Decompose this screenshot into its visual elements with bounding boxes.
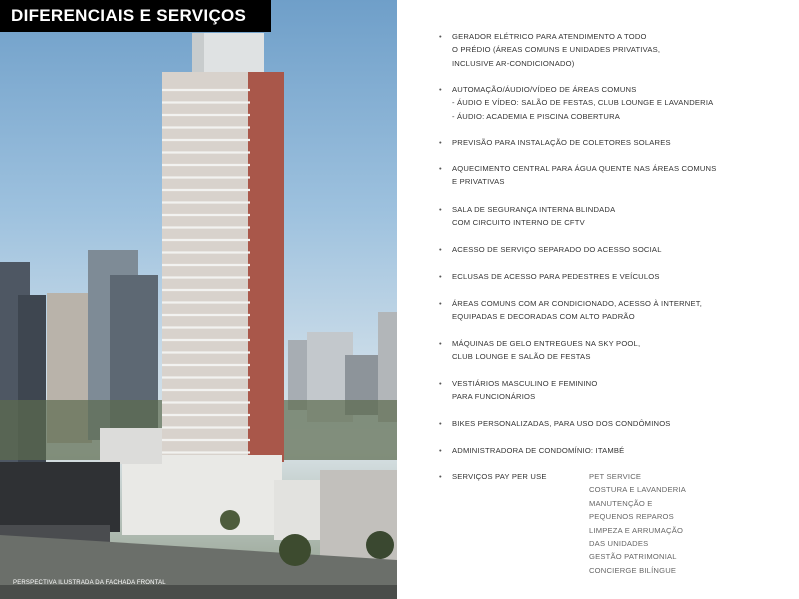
- service-item: GESTÃO PATRIMONIAL: [589, 552, 677, 562]
- feature-line: COM CIRCUITO INTERNO DE CFTV: [452, 218, 585, 228]
- service-item: CONCIERGE BILÍNGUE: [589, 565, 677, 575]
- building-rendering: [0, 0, 397, 599]
- feature-item: [439, 297, 703, 324]
- feature-line: ADMINISTRADORA DE CONDOMÍNIO: ITAMBÉ: [452, 446, 625, 455]
- bullet-icon: •: [439, 205, 442, 214]
- feature-line: SALA DE SEGURANÇA INTERNA BLINDADA: [452, 205, 616, 214]
- feature-item: [439, 417, 671, 430]
- feature-line: O PRÉDIO (ÁREAS COMUNS E UNIDADES PRIVATIVAS,: [452, 45, 661, 55]
- feature-line: ÁREAS COMUNS COM AR CONDICIONADO, ACESSO À INTERNET,: [452, 299, 703, 308]
- feature-item: [439, 444, 625, 457]
- service-item: PET SERVICE: [589, 472, 642, 481]
- feature-item: [439, 83, 714, 123]
- service-item: DAS UNIDADES: [589, 539, 649, 549]
- feature-item: [439, 30, 661, 70]
- bullet-icon: •: [439, 299, 442, 308]
- feature-line: PREVISÃO PARA INSTALAÇÃO DE COLETORES SOLARES: [452, 138, 671, 147]
- service-item: PEQUENOS REPAROS: [589, 512, 674, 522]
- feature-line: - ÁUDIO: ACADEMIA E PISCINA COBERTURA: [452, 111, 621, 121]
- page-title: DIFERENCIAIS E SERVIÇOS: [11, 6, 247, 25]
- feature-line: CLUB LOUNGE E SALÃO DE FESTAS: [452, 352, 591, 362]
- feature-line: PARA FUNCIONÁRIOS: [452, 392, 536, 402]
- image-caption: PERSPECTIVA ILUSTRADA DA FACHADA FRONTAL: [13, 580, 166, 586]
- feature-item: [439, 243, 662, 256]
- feature-line: E PRIVATIVAS: [452, 177, 505, 187]
- title-bar: [0, 0, 271, 32]
- feature-line: SERVIÇOS PAY PER USE: [452, 472, 547, 481]
- bullet-icon: •: [439, 379, 442, 388]
- bullet-icon: •: [439, 245, 442, 254]
- feature-line: MÁQUINAS DE GELO ENTREGUES NA SKY POOL,: [452, 339, 641, 348]
- feature-item: [439, 270, 660, 283]
- feature-item: [439, 377, 598, 404]
- service-item: COSTURA E LAVANDERIA: [589, 485, 686, 495]
- service-item: MANUTENÇÃO E: [589, 498, 653, 508]
- feature-line: BIKES PERSONALIZADAS, PARA USO DOS CONDÔMINOS: [452, 419, 671, 428]
- bullet-icon: •: [439, 419, 442, 428]
- bullet-icon: •: [439, 272, 442, 281]
- feature-line: ECLUSAS DE ACESSO PARA PEDESTRES E VEÍCULOS: [452, 272, 660, 281]
- feature-line: ACESSO DE SERVIÇO SEPARADO DO ACESSO SOCIAL: [452, 245, 662, 254]
- feature-line: EQUIPADAS E DECORADAS COM ALTO PADRÃO: [452, 312, 635, 322]
- feature-line: AUTOMAÇÃO/ÁUDIO/VÍDEO DE ÁREAS COMUNS: [452, 85, 637, 94]
- building-illustration: [0, 0, 397, 599]
- service-item: LIMPEZA E ARRUMAÇÃO: [589, 525, 684, 535]
- feature-line: INCLUSIVE AR-CONDICIONADO): [452, 58, 575, 68]
- feature-line: AQUECIMENTO CENTRAL PARA ÁGUA QUENTE NAS ÁREAS COMUNS: [452, 164, 717, 173]
- bullet-icon: •: [439, 138, 442, 147]
- bullet-icon: •: [439, 164, 442, 173]
- features-panel: [397, 0, 799, 599]
- bullet-icon: •: [439, 472, 442, 481]
- feature-line: VESTIÁRIOS MASCULINO E FEMININO: [452, 379, 598, 388]
- bullet-icon: •: [439, 85, 442, 94]
- bullet-icon: •: [439, 339, 442, 348]
- pay-per-use-services: [589, 470, 686, 577]
- feature-item: [439, 136, 671, 149]
- bullet-icon: •: [439, 446, 442, 455]
- bullet-icon: •: [439, 32, 442, 41]
- feature-item: [439, 203, 616, 230]
- feature-item: [439, 162, 717, 189]
- feature-line: - ÁUDIO E VÍDEO: SALÃO DE FESTAS, CLUB LOUNGE E LAVANDERIA: [452, 98, 714, 108]
- feature-line: GERADOR ELÉTRICO PARA ATENDIMENTO A TODO: [452, 32, 647, 41]
- feature-item: [439, 337, 641, 364]
- feature-item: [439, 470, 686, 575]
